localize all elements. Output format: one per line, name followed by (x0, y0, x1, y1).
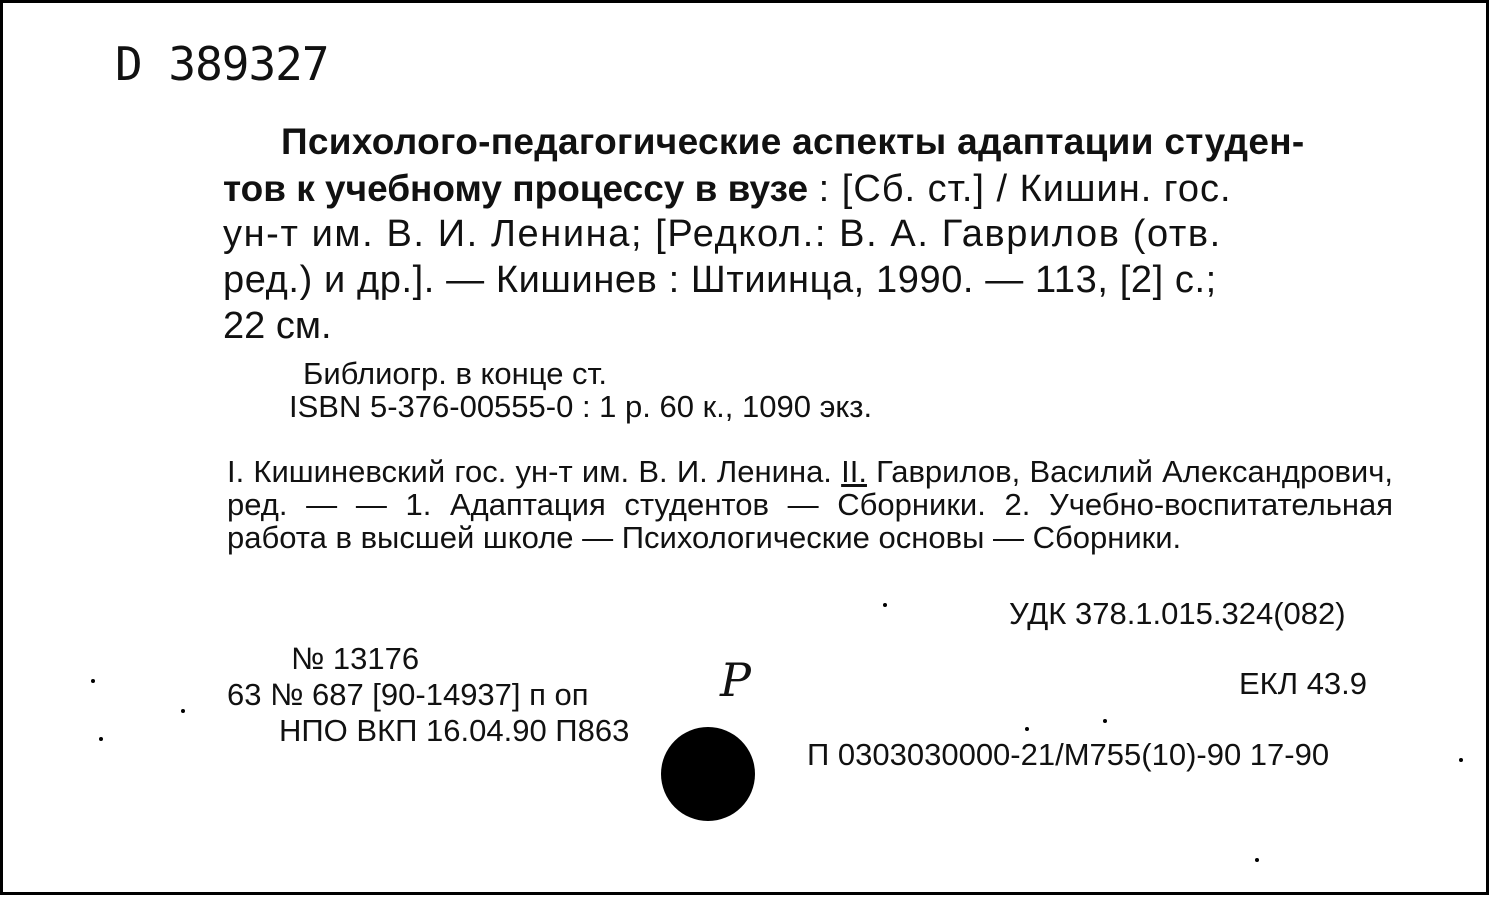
classification-code: П 0303030000-21/М755(10)-90 17-90 (807, 737, 1330, 772)
description-line-3: ун-т им. В. И. Ленина; [Редкол.: В. А. Гаврилов (отв. (223, 213, 1222, 255)
speck (883, 603, 887, 607)
speck (91, 679, 95, 683)
title-rest-part: : [Сб. ст.] / Кишин. гос. (818, 168, 1232, 210)
speck (1103, 719, 1107, 723)
handwritten-mark: Р (720, 653, 751, 707)
isbn-line: ISBN 5-376-00555-0 : 1 р. 60 к., 1090 экз. (289, 389, 873, 424)
description-line-5: 22 см. (223, 305, 332, 347)
number-line: № 13176 (291, 641, 420, 676)
bibliography-note: Библиогр. в конце ст. (303, 356, 607, 391)
order-line: 63 № 687 [90-14937] п оп (227, 677, 589, 712)
speck (99, 737, 103, 741)
speck (1459, 758, 1463, 762)
inventory-number: D 389327 (115, 37, 329, 91)
subject-part-3: Гаврилов, Василий Александрович, ред. — — 1. Адаптация студентов — Сборники. 2. Учебно-воспитательная работа в высшей школе — Психологические основы — Сборники. (227, 454, 1393, 555)
ink-blot (661, 727, 755, 821)
subject-part-2: II. (841, 454, 867, 489)
speck (181, 709, 185, 713)
speck (1255, 858, 1259, 862)
npo-line: НПО ВКП 16.04.90 П863 (279, 713, 630, 748)
title-line-2 (223, 168, 1232, 211)
description-line-4: ред.) и др.]. — Кишинев : Штиинца, 1990. — 113, [2] с.; (223, 259, 1217, 301)
ekl-code: ЕКЛ 43.9 (1239, 666, 1368, 701)
subject-headings (227, 455, 1393, 554)
udk-code: УДК 378.1.015.324(082) (1009, 596, 1346, 631)
speck (1025, 727, 1029, 731)
title-line-1: Психолого-педагогические аспекты адаптации студен- (281, 121, 1305, 162)
subject-part-1: I. Кишиневский гос. ун-т им. В. И. Ленина. (227, 454, 842, 489)
title-bold-part: тов к учебному процессу в вузе (223, 168, 809, 209)
